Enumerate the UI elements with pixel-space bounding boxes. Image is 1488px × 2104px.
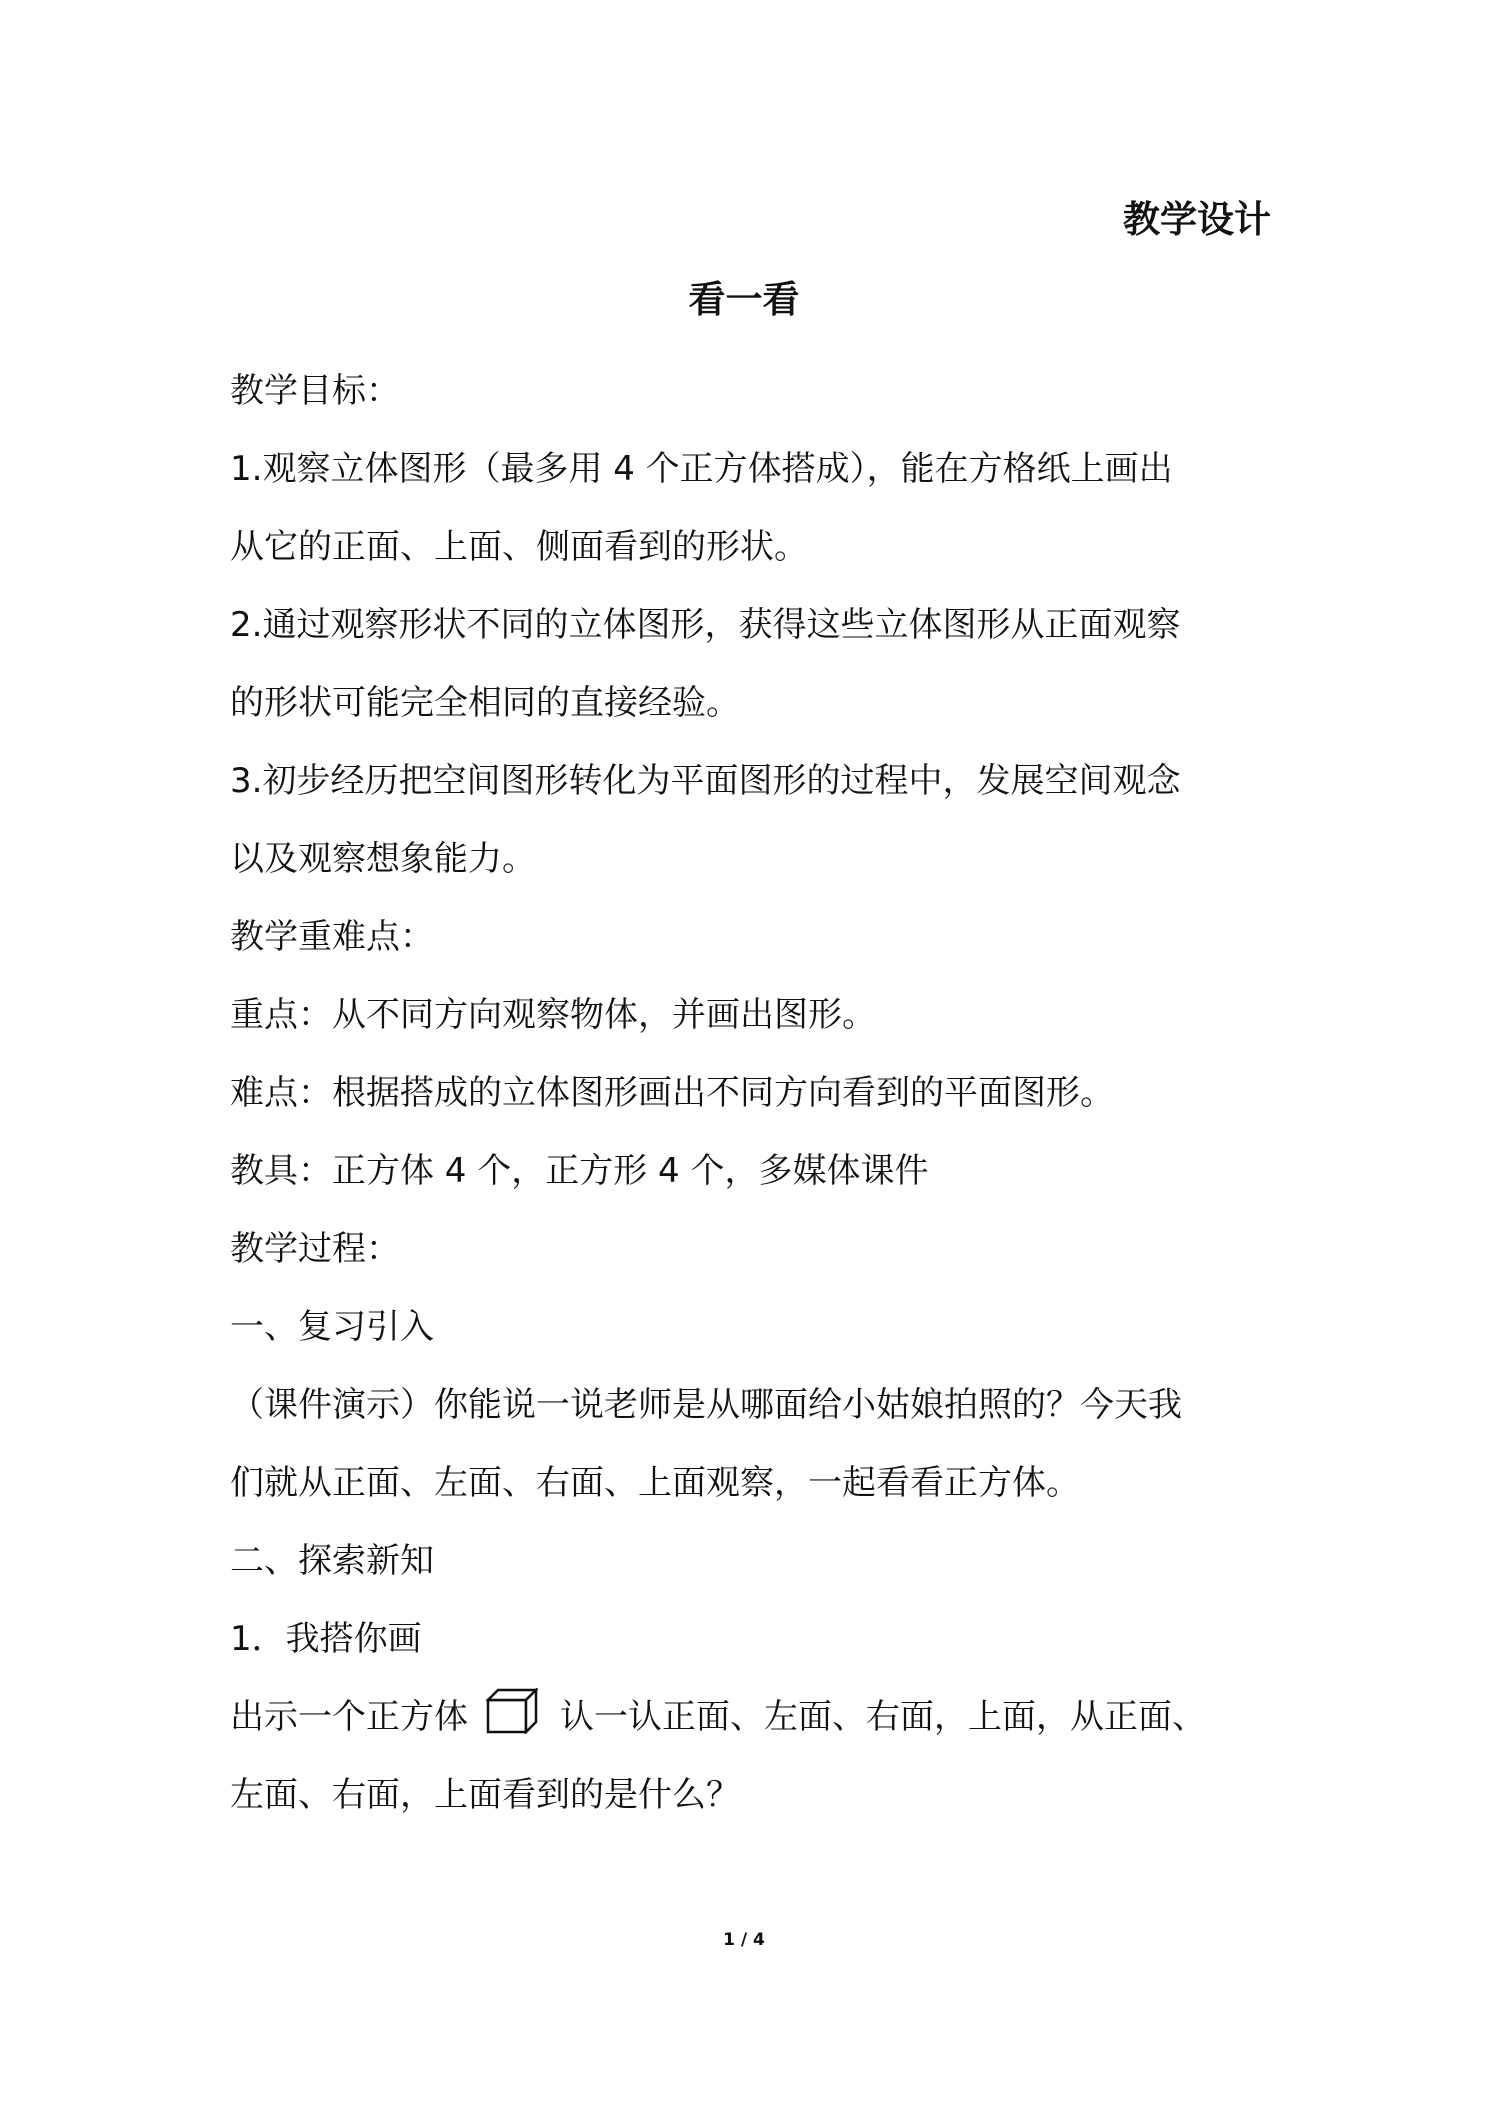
lesson-title: 看一看 xyxy=(688,278,800,321)
process-step-explore-heading: 二、探索新知 xyxy=(230,1541,434,1581)
objective-3-line-1: 3.初步经历把空间图形转化为平面图形的过程中，发展空间观念 xyxy=(230,761,1181,801)
objective-1-line-2: 从它的正面、上面、侧面看到的形状。 xyxy=(230,527,808,567)
objective-2-line-1: 2.通过观察形状不同的立体图形，获得这些立体图形从正面观察 xyxy=(230,605,1181,645)
objective-3-line-2: 以及观察想象能力。 xyxy=(230,839,536,879)
section-heading-key-points: 教学重难点： xyxy=(230,917,434,957)
activity-1-heading: 1．我搭你画 xyxy=(230,1619,422,1659)
review-paragraph-line-2: 们就从正面、左面、右面、上面观察，一起看看正方体。 xyxy=(230,1463,1080,1503)
cube-intro-text-after: 认一认正面、左面、右面，上面，从正面、 xyxy=(560,1697,1206,1737)
cube-intro-line xyxy=(230,1678,1275,1756)
objective-2-line-2: 的形状可能完全相同的直接经验。 xyxy=(230,683,740,723)
document-body xyxy=(230,352,1275,1834)
review-paragraph-line-1: （课件演示）你能说一说老师是从哪面给小姑娘拍照的？今天我 xyxy=(230,1385,1182,1425)
section-heading-process: 教学过程： xyxy=(230,1229,400,1269)
teaching-aids-line: 教具：正方体 4 个，正方形 4 个，多媒体课件 xyxy=(230,1151,929,1191)
page-number: 1 / 4 xyxy=(723,1930,765,1950)
objective-1-line-1: 1.观察立体图形（最多用 4 个正方体搭成），能在方格纸上画出 xyxy=(230,449,1173,489)
cube-question-line: 左面、右面，上面看到的是什么？ xyxy=(230,1775,740,1815)
document-type-label: 教学设计 xyxy=(1123,198,1271,241)
cube-intro-text-before: 出示一个正方体 xyxy=(230,1697,468,1737)
difficulty-line: 难点：根据搭成的立体图形画出不同方向看到的平面图形。 xyxy=(230,1073,1114,1113)
process-step-review-heading: 一、复习引入 xyxy=(230,1307,434,1347)
key-point-line: 重点：从不同方向观察物体，并画出图形。 xyxy=(230,995,876,1035)
section-heading-objectives: 教学目标： xyxy=(230,371,400,411)
cube-icon xyxy=(486,1684,538,1762)
